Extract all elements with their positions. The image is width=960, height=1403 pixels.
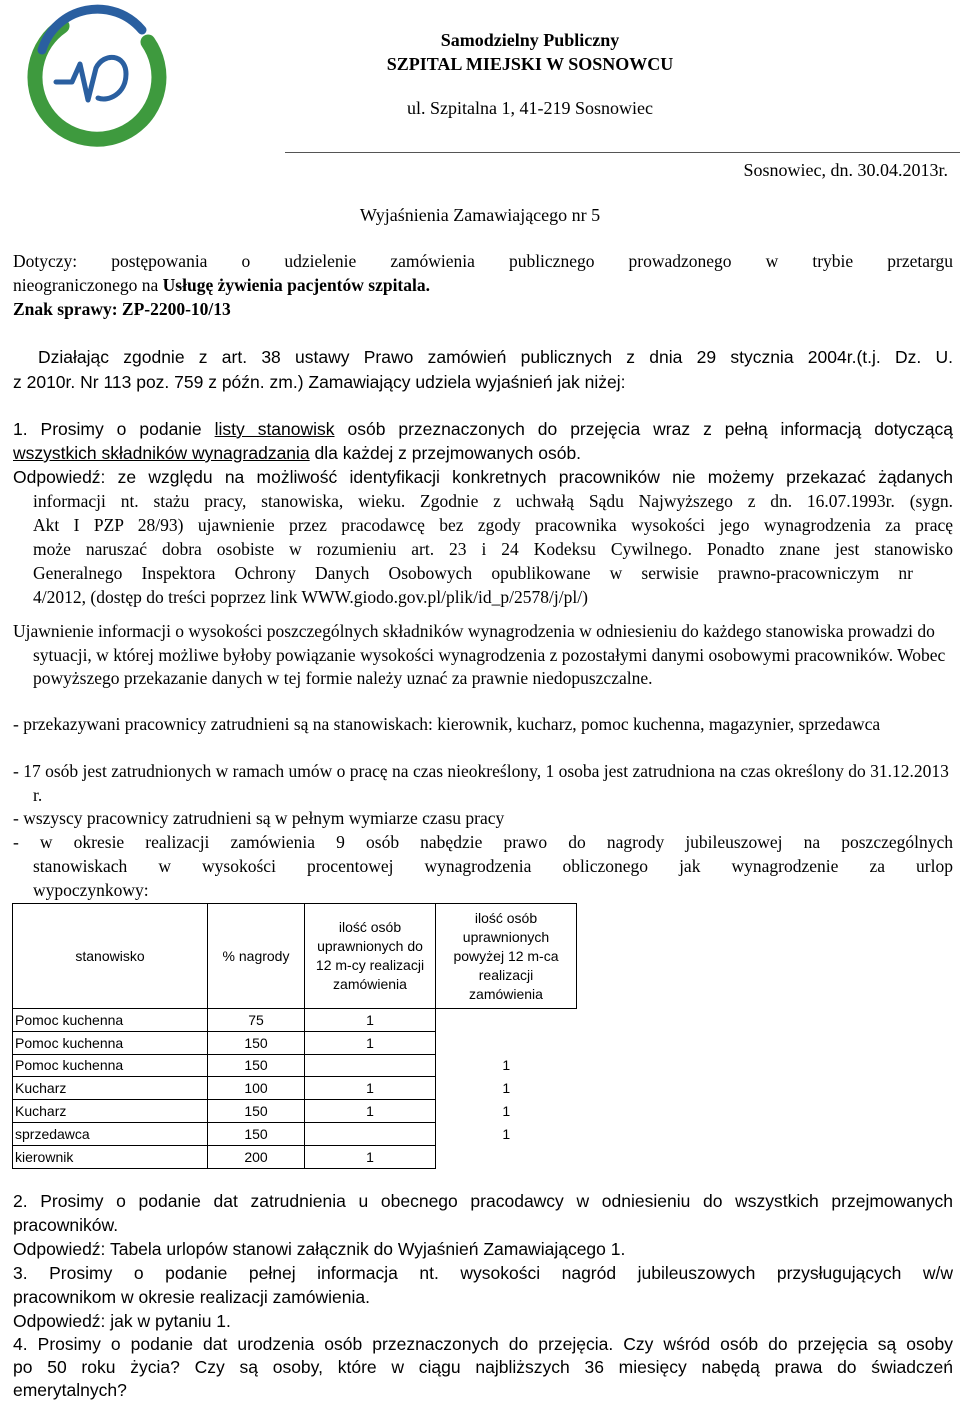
- table-row: [13, 1054, 577, 1077]
- cell-award: 150: [208, 1100, 305, 1123]
- question-1-line2: wszystkich składników wynagradzania dla każdej z przejmowanych osób.: [13, 443, 582, 463]
- jubilee-award-table: [12, 903, 577, 1169]
- table-row: [13, 1077, 577, 1100]
- logo-green-arc: [35, 26, 159, 139]
- answer-2: Odpowiedź: Tabela urlopów stanowi załącznik do Wyjaśnień Zamawiającego 1.: [13, 1239, 626, 1259]
- cell-over-12: 1: [502, 1103, 511, 1120]
- answer-1-line3: Akt I PZP 28/93) ujawnienie przez pracodawcę bez zgody pracownika wysokości jego wynagrodzenia za pracę: [33, 515, 953, 535]
- cell-up-to-12: [305, 1122, 436, 1145]
- answer-1-line6: 4/2012, (dostęp do treści poprzez link WWW.giodo.gov.pl/plik/id_p/2578/j/pl/): [33, 587, 588, 607]
- answer-1-line2: informacji nt. stażu pracy, stanowiska, wieku. Zgodnie z uchwałą Sądu Najwyższego z dn. 16.07.1993r. (sygn.: [33, 491, 953, 511]
- cell-up-to-12: 1: [305, 1009, 436, 1032]
- question-2-line2: pracowników.: [13, 1215, 119, 1235]
- hospital-address: ul. Szpitalna 1, 41-219 Sosnowiec: [407, 98, 653, 118]
- question-4-line2: po 50 roku życia? Czy są osoby, które w ciągu najbliższych 36 miesięcy nabędą prawa do świadczeń: [13, 1357, 953, 1377]
- question-1-line1: 1. Prosimy o podanie listy stanowisk osób przeznaczonych do przejęcia wraz z pełną informacją dotyczącą: [13, 419, 953, 439]
- cell-position: Pomoc kuchenna: [13, 1009, 208, 1032]
- cell-award: 150: [208, 1031, 305, 1054]
- hospital-name-line1: Samodzielny Publiczny: [440, 30, 620, 50]
- bullet-jubilee-line3: wypoczynkowy:: [33, 880, 149, 900]
- cell-award: 150: [208, 1122, 305, 1145]
- cell-up-to-12: 1: [305, 1077, 436, 1100]
- column-header-position: stanowisko: [13, 904, 208, 1009]
- table-row: [13, 1122, 577, 1145]
- answer-1-line1: Odpowiedź: ze względu na możliwość identyfikacji konkretnych pracowników nie możemy przekazać żądanych: [13, 467, 953, 487]
- cell-position: Pomoc kuchenna: [13, 1054, 208, 1077]
- document-title: Wyjaśnienia Zamawiającego nr 5: [359, 205, 601, 225]
- cell-over-12: [436, 1009, 577, 1032]
- cell-award: 100: [208, 1077, 305, 1100]
- cell-position: kierownik: [13, 1145, 208, 1168]
- table-row: [13, 1031, 577, 1054]
- bullet-jubilee-line2: stanowiskach w wysokości procentowej wynagrodzenia obliczonego jak wynagrodzenie za urlop: [33, 856, 953, 876]
- answer-1-line4: może naruszać dobra osobiste w rozumieniu art. 23 i 24 Kodeksu Cywilnego. Ponadto znane jest stanowisko: [33, 539, 953, 559]
- question-2-line1: 2. Prosimy o podanie dat zatrudnienia u obecnego pracodawcy w odniesieniu do wszystkich przejmowanych: [13, 1191, 953, 1211]
- cell-over-12: 1: [502, 1057, 511, 1074]
- bullet-positions: - przekazywani pracownicy zatrudnieni są na stanowiskach: kierownik, kucharz, pomoc kuchenna, magazynier, sprzedawca: [13, 714, 881, 734]
- cell-position: Kucharz: [13, 1077, 208, 1100]
- logo-heartbeat-line: [56, 57, 126, 100]
- paragraph-disclosure: Ujawnienie informacji o wysokości poszczególnych składników wynagrodzenia w odniesieniu do każdego stanowiska prowadzi do sytuacji, w której możliwe byłoby powiązanie wysokości wynagrodzenia z pozostałymi danymi osobowymi pracowników. Wobec powyższego przekazanie danych w tej formie należy uznać za prawnie niedopuszczalne.: [13, 621, 946, 688]
- question-3-line2: pracownikom w okresie realizacji zamówienia.: [13, 1287, 370, 1307]
- document-date: Sosnowiec, dn. 30.04.2013r.: [743, 160, 948, 180]
- answer-1-line5: Generalnego Inspektora Ochrony Danych Osobowych opublikowane w serwisie prawno-pracowniczym nr: [33, 563, 913, 583]
- header-rule: [285, 152, 960, 153]
- cell-over-12: [436, 1145, 577, 1168]
- column-header-award-percent: % nagrody: [208, 904, 305, 1009]
- cell-position: Pomoc kuchenna: [13, 1031, 208, 1054]
- cell-award: 150: [208, 1054, 305, 1077]
- cell-position: sprzedawca: [13, 1122, 208, 1145]
- table-row: [13, 1009, 577, 1032]
- cell-position: Kucharz: [13, 1100, 208, 1123]
- hospital-name-line2: SZPITAL MIEJSKI W SOSNOWCU: [386, 54, 674, 74]
- column-header-up-to-12-months: ilość osób uprawnionych do 12 m-cy realizacji zamówienia: [305, 904, 436, 1009]
- cell-up-to-12: [305, 1054, 436, 1077]
- cell-over-12: 1: [502, 1080, 511, 1097]
- question-4-line3: emerytalnych?: [13, 1380, 127, 1400]
- cell-up-to-12: 1: [305, 1145, 436, 1168]
- cell-up-to-12: 1: [305, 1100, 436, 1123]
- dotyczy-line2: nieograniczonego na Usługę żywienia pacjentów szpitala.: [13, 275, 431, 295]
- question-4-line1: 4. Prosimy o podanie dat urodzenia osób przeznaczonych do przejęcia. Czy wśród osób do przejęcia są osoby: [13, 1334, 953, 1354]
- cell-over-12: 1: [502, 1125, 511, 1142]
- question-3-line1: 3. Prosimy o podanie pełnej informacja nt. wysokości nagród jubileuszowych przysługujących w/w: [13, 1263, 953, 1283]
- cell-award: 200: [208, 1145, 305, 1168]
- case-number: Znak sprawy: ZP-2200-10/13: [13, 299, 231, 319]
- cell-award: 75: [208, 1009, 305, 1032]
- intro-line1: Działając zgodnie z art. 38 ustawy Prawo zamówień publicznych z dnia 29 stycznia 2004r.(t.j. Dz. U.: [38, 347, 953, 367]
- bullet-fulltime: - wszyscy pracownicy zatrudnieni są w pełnym wymiarze czasu pracy: [13, 808, 505, 828]
- column-header-over-12-months: ilość osób uprawnionych powyżej 12 m-ca realizacji zamówienia: [436, 904, 577, 1009]
- cell-over-12: [436, 1031, 577, 1054]
- bullet-contracts: - 17 osób jest zatrudnionych w ramach umów o pracę na czas nieokreślony, 1 osoba jest zatrudniona na czas określony do 31.12.2013 r.: [13, 761, 949, 805]
- intro-line2: z 2010r. Nr 113 poz. 759 z późn. zm.) Zamawiający udziela wyjaśnień jak niżej:: [13, 372, 626, 392]
- table-row: [13, 1100, 577, 1123]
- table-header-row: [13, 904, 577, 1009]
- cell-up-to-12: 1: [305, 1031, 436, 1054]
- logo-blue-arc: [42, 9, 142, 50]
- bullet-jubilee-line1: - w okresie realizacji zamówienia 9 osób nabędzie prawo do nagrody jubileuszowej na poszczególnych: [13, 832, 953, 852]
- dotyczy-line1: Dotyczy: postępowania o udzielenie zamówienia publicznego prowadzonego w trybie przetargu: [13, 251, 953, 271]
- table-row: [13, 1145, 577, 1168]
- hospital-logo: [22, 2, 172, 152]
- answer-3: Odpowiedź: jak w pytaniu 1.: [13, 1311, 231, 1331]
